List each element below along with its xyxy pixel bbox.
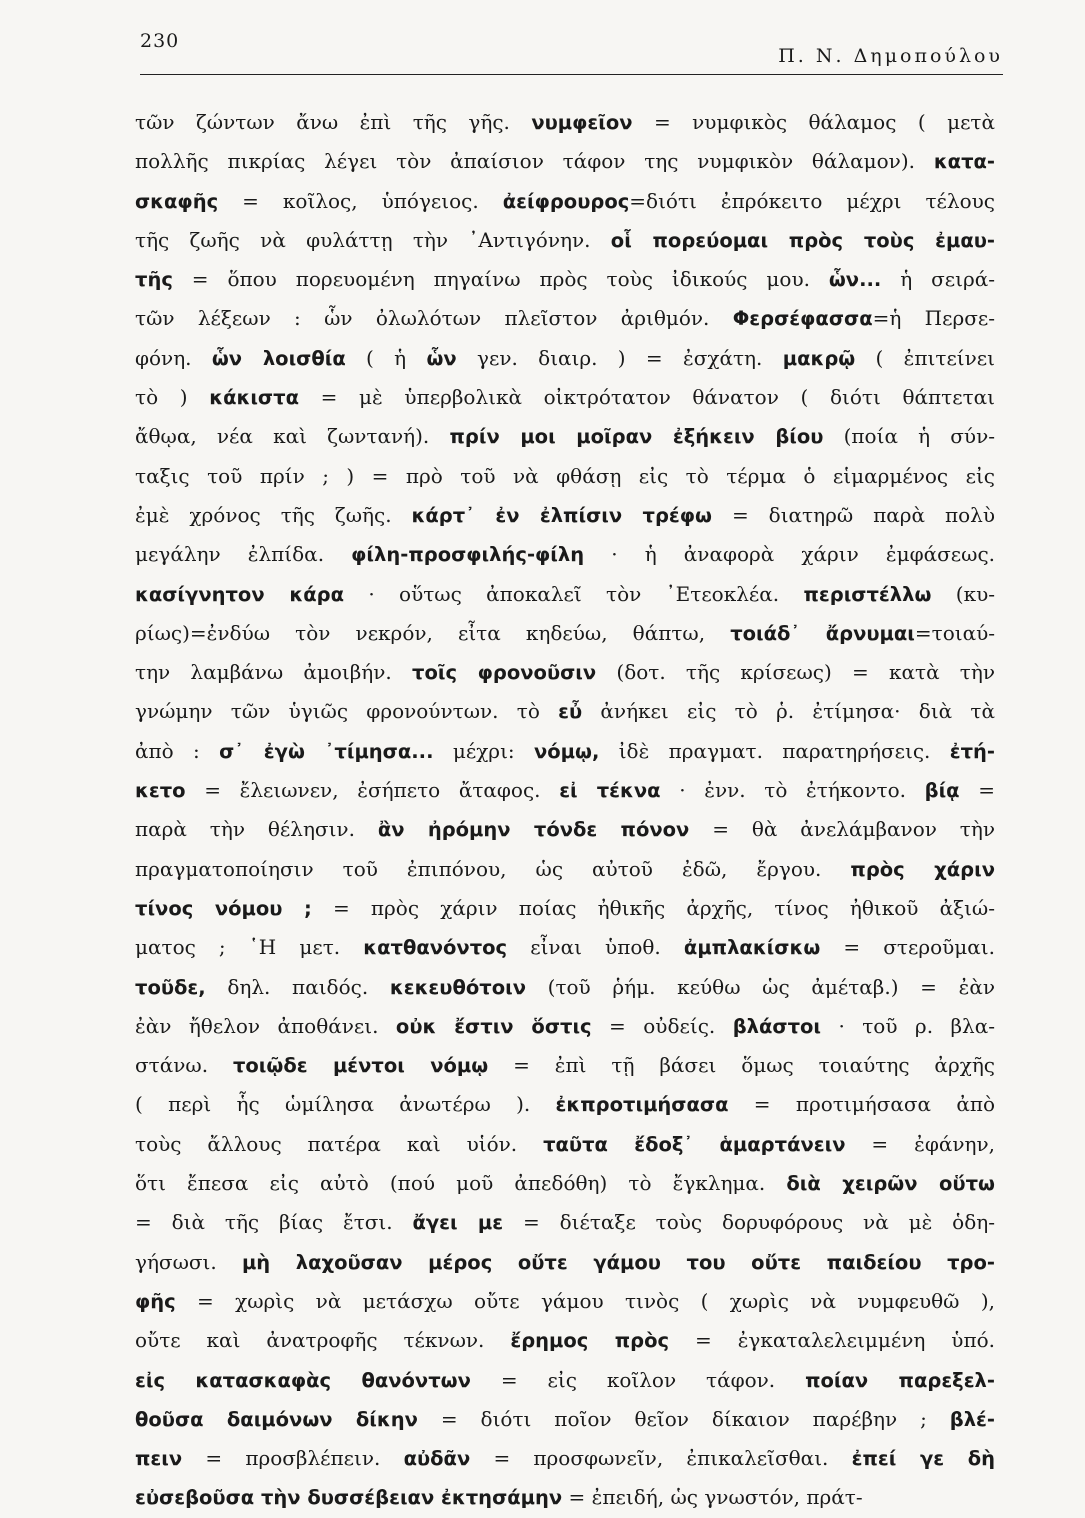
gloss-text: = στεροῦμαι. bbox=[820, 935, 995, 960]
lemma-term: εἰς κατασκαφὰς θανόντων bbox=[135, 1368, 471, 1392]
text-line bbox=[135, 1243, 995, 1282]
gloss-text: = διέταξε τοὺς δορυφόρους νὰ μὲ ὁδη- bbox=[503, 1210, 995, 1235]
gloss-text: (δοτ. τῆς κρίσεως) = κατὰ τὴν bbox=[596, 660, 995, 685]
gloss-text: = διὰ τῆς βίας ἔτσι. bbox=[135, 1210, 413, 1235]
text-line bbox=[135, 1046, 995, 1085]
lemma-term: φίλη-προσφιλής-φίλη bbox=[351, 543, 585, 567]
gloss-text: · ἡ ἀναφορὰ χάριν ἐμφάσεως. bbox=[584, 542, 995, 567]
gloss-text: ( ἡ bbox=[345, 345, 427, 370]
text-line bbox=[135, 339, 995, 378]
text-line bbox=[135, 968, 995, 1007]
text-line bbox=[135, 928, 995, 967]
lemma-term: κετο bbox=[135, 779, 186, 803]
gloss-text: ἄθῳα, νέα καὶ ζωντανή). bbox=[135, 424, 450, 449]
gloss-text: γνώμην τῶν ὑγιῶς φρονούντων. τὸ bbox=[135, 699, 559, 724]
lemma-term: κάκιστα bbox=[209, 386, 299, 410]
gloss-text: = θὰ ἀνελάμβανον τὴν bbox=[689, 817, 995, 842]
gloss-text: ἐὰν ἤθελον ἀποθάνει. bbox=[135, 1013, 396, 1038]
gloss-text: =ἡ Περσε- bbox=[872, 306, 995, 331]
gloss-text: = ἐφάνην, bbox=[845, 1131, 995, 1156]
text-line bbox=[135, 1085, 995, 1124]
gloss-text: δηλ. παιδός. bbox=[205, 974, 390, 999]
lemma-term: ἀμπλακίσκω bbox=[683, 936, 821, 960]
gloss-text: τὸ ) bbox=[135, 385, 210, 410]
gloss-text: = ἐπειδή, ὡς γνωστόν, πράτ- bbox=[562, 1485, 863, 1510]
gloss-text: = διότι ποῖον θεῖον δίκαιον παρέβην ; bbox=[417, 1406, 950, 1431]
gloss-text: ἰδὲ πραγματ. παρατηρήσεις. bbox=[599, 738, 950, 763]
lemma-term: πρίν μοι μοῖραν ἐξήκειν βίου bbox=[449, 425, 824, 449]
lemma-term: εἰ τέκνα bbox=[559, 779, 661, 803]
text-line bbox=[135, 1439, 995, 1478]
gloss-text: = ὅπου πορευομένη πηγαίνω πρὸς τοὺς ἰδικούς μου. bbox=[172, 267, 829, 292]
gloss-text: = οὐδείς. bbox=[591, 1013, 733, 1038]
lemma-term: τῆς bbox=[135, 268, 173, 292]
gloss-text: ( περὶ ἧς ὡμίλησα ἀνωτέρω ). bbox=[135, 1092, 556, 1117]
gloss-text: την λαμβάνω ἀμοιβήν. bbox=[135, 660, 413, 685]
lemma-term: κεκευθότοιν bbox=[389, 975, 526, 999]
lemma-term: κατθανόντος bbox=[363, 936, 508, 960]
gloss-text: ἐμὲ χρόνος τῆς ζωῆς. bbox=[135, 502, 412, 527]
gloss-text: = κοῖλος, ὑπόγειος. bbox=[218, 188, 503, 213]
lemma-term: τοιῷδε μέντοι νόμῳ bbox=[232, 1054, 489, 1078]
gloss-text: ρίως)=ἐνδύω τὸν νεκρόν, εἶτα κηδεύω, θάπτω, bbox=[135, 620, 731, 645]
text-line bbox=[135, 182, 995, 221]
lemma-term: κασίγνητον κάρα bbox=[135, 582, 344, 606]
lemma-term: ἔρημος πρὸς bbox=[510, 1329, 670, 1353]
text-line bbox=[135, 1007, 995, 1046]
gloss-text: μεγάλην ἐλπίδα. bbox=[135, 542, 352, 567]
gloss-text: ταξις τοῦ πρίν ; ) = πρὸ τοῦ νὰ φθάσῃ εἰς τὸ τέρμα ὁ εἱμαρμένος εἰς bbox=[135, 463, 995, 488]
gloss-text: = ἔλειωνεν, ἐσήπετο ἄταφος. bbox=[185, 778, 560, 803]
text-line bbox=[135, 142, 995, 181]
gloss-text: (τοῦ ῥήμ. κεύθω ὡς ἀμέταβ.) = ἐὰν bbox=[525, 974, 995, 999]
lemma-term: πειν bbox=[135, 1447, 183, 1471]
lemma-term: σκαφῆς bbox=[135, 189, 219, 213]
gloss-text: τῶν ζώντων ἄνω ἐπὶ τῆς γῆς. bbox=[135, 110, 532, 134]
lemma-term: νόμῳ, bbox=[533, 739, 600, 763]
gloss-text: = ἐπὶ τῇ βάσει ὅμως τοιαύτης ἀρχῆς bbox=[488, 1053, 995, 1078]
text-line bbox=[135, 575, 995, 614]
gloss-text: πολλῆς πικρίας λέγει τὸν ἀπαίσιον τάφον της νυμφικὸν θάλαμον). bbox=[135, 149, 934, 174]
gloss-text: τῶν λέξεων : ὧν ὀλωλότων πλεῖστον ἀριθμόν. bbox=[135, 306, 733, 331]
gloss-text: γεν. διαιρ. ) = ἐσχάτη. bbox=[456, 345, 783, 370]
text-line bbox=[135, 1203, 995, 1242]
text-line bbox=[135, 692, 995, 731]
lemma-term: ἐκπροτιμήσασα bbox=[555, 1093, 729, 1117]
header-rule bbox=[140, 74, 1003, 75]
lemma-term: κατα- bbox=[933, 150, 995, 174]
text-line bbox=[135, 535, 995, 574]
lemma-term: ὧν λοισθία bbox=[211, 346, 346, 370]
text-line bbox=[135, 221, 995, 260]
gloss-text: = ἐγκαταλελειμμένη ὑπό. bbox=[669, 1328, 995, 1353]
lemma-term: Φερσέφασσα bbox=[732, 307, 873, 331]
text-line bbox=[135, 653, 995, 692]
gloss-text: γήσωσι. bbox=[135, 1249, 242, 1274]
lemma-term: εὖ bbox=[558, 700, 583, 724]
gloss-text: = προσβλέπειν. bbox=[182, 1446, 404, 1471]
gloss-text: (ποία ἡ σύν- bbox=[823, 424, 995, 449]
text-line bbox=[135, 260, 995, 299]
gloss-text: = χωρὶς νὰ μετάσχω οὔτε γάμου τινὸς ( χωρὶς νὰ νυμφευθῶ ), bbox=[175, 1288, 995, 1313]
gloss-text: (κυ- bbox=[931, 581, 995, 606]
gloss-text: εἶναι ὑποθ. bbox=[507, 935, 684, 960]
gloss-text: = εἰς κοῖλον τάφον. bbox=[470, 1367, 806, 1392]
lemma-term: τοῦδε, bbox=[135, 975, 206, 999]
lemma-term: ποίαν παρεξελ- bbox=[805, 1368, 995, 1392]
gloss-text: · τοῦ ρ. βλα- bbox=[821, 1013, 995, 1038]
lemma-term: θοῦσα δαιμόνων δίκην bbox=[135, 1407, 418, 1431]
gloss-text: στάνω. bbox=[135, 1053, 233, 1078]
text-line bbox=[135, 417, 995, 456]
text-line bbox=[135, 1478, 995, 1517]
lemma-term: μὴ λαχοῦσαν μέρος οὔτε γάμου του οὔτε παιδείου τρο- bbox=[241, 1250, 995, 1274]
lemma-term: οἷ πορεύομαι πρὸς τοὺς ἐμαυ- bbox=[610, 228, 995, 252]
text-line bbox=[135, 614, 995, 653]
gloss-text: ἀπὸ : bbox=[135, 738, 220, 763]
gloss-text: πραγματοποίησιν τοῦ ἐπιπόνου, ὡς αὐτοῦ ἐδῶ, ἔργου. bbox=[135, 856, 851, 881]
gloss-text: = προσφωνεῖν, ἐπικαλεῖσθαι. bbox=[470, 1446, 852, 1471]
lemma-term: κάρτ᾽ ἐν ἐλπίσιν τρέφω bbox=[411, 503, 712, 527]
text-line bbox=[135, 1400, 995, 1439]
lemma-term: βλέ- bbox=[949, 1407, 995, 1431]
lemma-term: ταῦτα ἔδοξ᾽ ἁμαρτάνειν bbox=[543, 1132, 846, 1156]
text-line bbox=[135, 378, 995, 417]
lemma-term: βίᾳ bbox=[924, 779, 960, 803]
gloss-text: = διατηρῶ παρὰ πολὺ bbox=[712, 502, 995, 527]
lemma-term: τοιάδ᾽ ἄρνυμαι bbox=[730, 621, 915, 645]
text-line bbox=[135, 732, 995, 771]
text-line bbox=[135, 1321, 995, 1360]
lemma-term: ἄγει με bbox=[412, 1211, 504, 1235]
lemma-term: μακρῷ bbox=[782, 346, 856, 370]
gloss-text: φόνη. bbox=[135, 345, 212, 370]
lemma-term: ὧν bbox=[426, 346, 457, 370]
lemma-term: αὐδᾶν bbox=[403, 1447, 471, 1471]
lemma-term: νυμφεῖον bbox=[531, 111, 633, 134]
lemma-term: ἐτή- bbox=[949, 739, 995, 763]
lemma-term: τοῖς φρονοῦσιν bbox=[412, 661, 597, 685]
lemma-term: διὰ χειρῶν οὕτω bbox=[786, 1172, 995, 1196]
gloss-text: τῆς ζωῆς νὰ φυλάττῃ τὴν ᾽Αντιγόνην. bbox=[135, 227, 611, 252]
text-line bbox=[135, 103, 995, 142]
lemma-term: ἀείφρουρος bbox=[502, 189, 630, 213]
lemma-term: ἐπεί γε δὴ bbox=[851, 1447, 995, 1471]
lemma-term: σ᾽ ἐγὼ ᾽τίμησα... bbox=[219, 739, 434, 763]
gloss-text: =τοιαύ- bbox=[914, 620, 995, 645]
lemma-term: οὐκ ἔστιν ὅστις bbox=[395, 1014, 592, 1038]
running-head: Π. Ν. Δημοπούλου bbox=[778, 45, 1003, 67]
text-line bbox=[135, 771, 995, 810]
text-line bbox=[135, 810, 995, 849]
text-line bbox=[135, 457, 995, 496]
lemma-term: ὧν... bbox=[828, 268, 882, 292]
gloss-text: = προτιμήσασα ἀπὸ bbox=[728, 1092, 995, 1117]
gloss-text: = μὲ ὑπερβολικὰ οἰκτρότατον θάνατον ( διότι θάπτεται bbox=[298, 385, 995, 410]
lemma-term: περιστέλλω bbox=[803, 582, 932, 606]
text-line bbox=[135, 1125, 995, 1164]
gloss-text: τοὺς ἄλλους πατέρα καὶ υἱόν. bbox=[135, 1131, 544, 1156]
body-text bbox=[135, 103, 995, 1518]
text-line bbox=[135, 1282, 995, 1321]
lemma-term: βλάστοι bbox=[732, 1014, 822, 1038]
lemma-term: φῆς bbox=[135, 1289, 176, 1313]
gloss-text: ἀνήκει εἰς τὸ ῥ. ἐτίμησα· διὰ τὰ bbox=[582, 699, 995, 724]
text-line bbox=[135, 889, 995, 928]
gloss-text: οὔτε καὶ ἀνατροφῆς τέκνων. bbox=[135, 1328, 511, 1353]
gloss-text: παρὰ τὴν θέλησιν. bbox=[135, 817, 378, 842]
page-number: 230 bbox=[140, 30, 180, 52]
gloss-text: = πρὸς χάριν ποίας ἠθικῆς ἀρχῆς, τίνος ἠθικοῦ ἀξιώ- bbox=[311, 895, 995, 920]
text-line bbox=[135, 1361, 995, 1400]
lemma-term: πρὸς χάριν bbox=[850, 857, 995, 881]
gloss-text: μέχρι: bbox=[433, 738, 534, 763]
lemma-term: ἂν ἠρόμην τόνδε πόνον bbox=[377, 818, 690, 842]
gloss-text: ὅτι ἔπεσα εἰς αὐτὸ (πού μοῦ ἀπεδόθη) τὸ ἔγκλημα. bbox=[135, 1171, 787, 1196]
text-line bbox=[135, 1164, 995, 1203]
gloss-text: ( ἐπιτείνει bbox=[855, 345, 995, 370]
text-line bbox=[135, 299, 995, 338]
gloss-text: = νυμφικὸς θάλαμος ( μετὰ bbox=[632, 110, 995, 134]
text-line bbox=[135, 496, 995, 535]
lemma-term: εὐσεβοῦσα τὴν δυσσέβειαν ἐκτησάμην bbox=[135, 1486, 563, 1510]
gloss-text: ἡ σειρά- bbox=[881, 267, 995, 292]
text-line bbox=[135, 850, 995, 889]
gloss-text: ματος ; ῾Η μετ. bbox=[135, 935, 364, 960]
gloss-text: · οὕτως ἀποκαλεῖ τὸν ᾽Ετεοκλέα. bbox=[343, 581, 804, 606]
gloss-text: = bbox=[959, 778, 995, 803]
gloss-text: =διότι ἐπρόκειτο μέχρι τέλους bbox=[629, 188, 995, 213]
lemma-term: τίνος νόμου ; bbox=[135, 896, 312, 920]
gloss-text: · ἐνν. τὸ ἐτήκοντο. bbox=[660, 778, 925, 803]
